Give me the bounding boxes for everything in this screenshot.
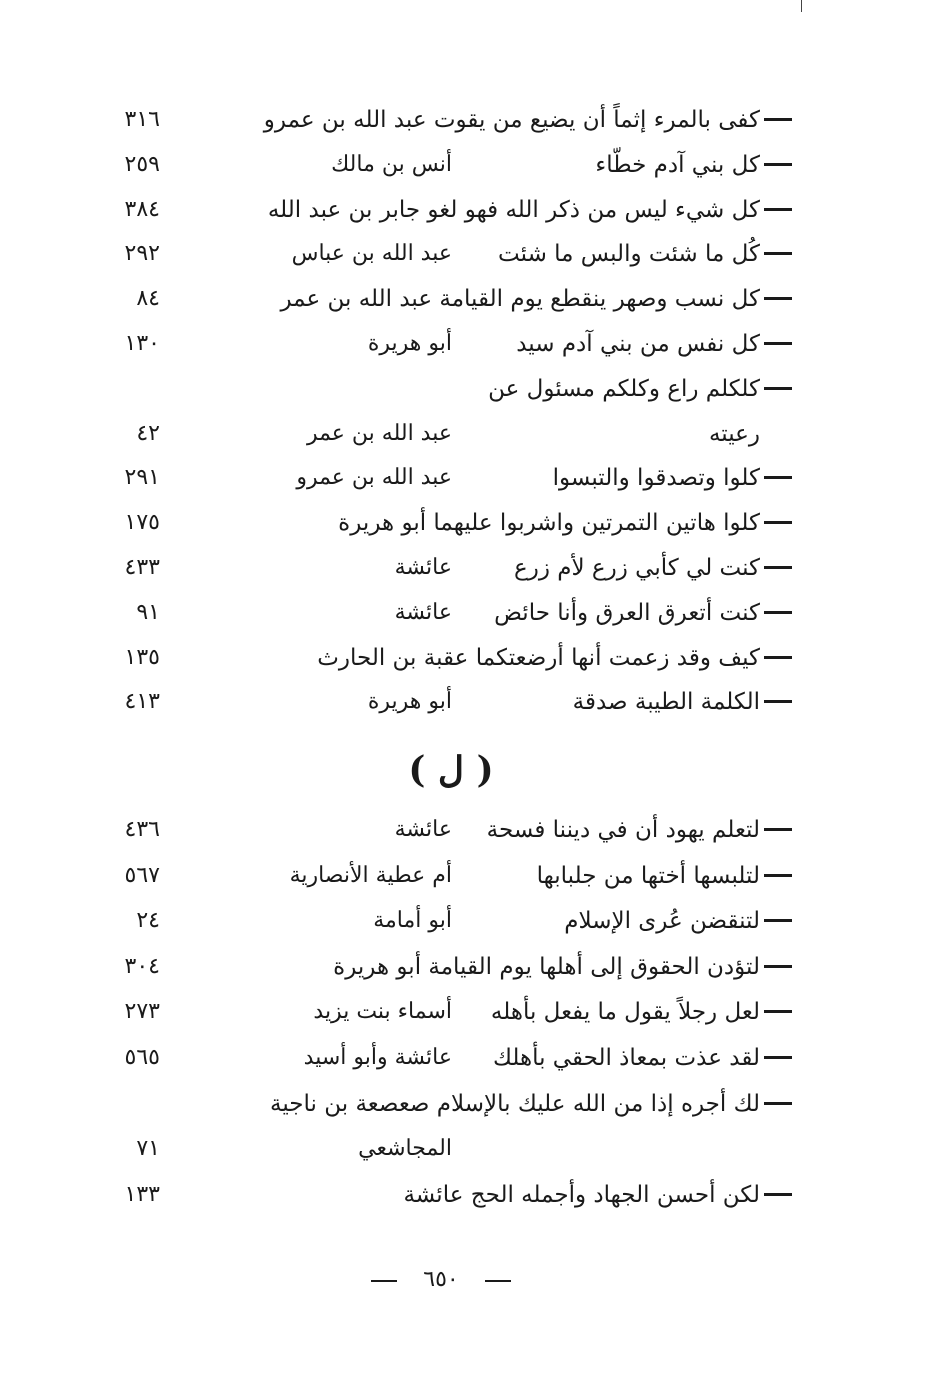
entry-text: لك أجره إذا من الله عليك بالإسلام صعصعة بن ناجية — [270, 1090, 760, 1117]
entry-text: كنت أتعرق العرق وأنا حائض — [494, 599, 760, 626]
entry-page-number: ٣٠٤ — [124, 953, 160, 979]
entry-page-number: ٥٦٧ — [124, 862, 160, 888]
entry-dash — [764, 476, 792, 479]
entry-text: كُل ما شئت والبس ما شئت — [498, 241, 760, 268]
entry-dash — [764, 828, 792, 831]
entry-page-number: ٤١٣ — [124, 689, 160, 715]
index-entry — [0, 854, 942, 898]
entry-dash — [764, 1193, 792, 1196]
index-entry — [0, 98, 942, 142]
entry-page-number: ٢٩١ — [124, 465, 160, 491]
entry-narrator: عائشة — [394, 599, 452, 625]
entry-text: رعيته — [708, 420, 760, 447]
index-entry — [0, 232, 942, 276]
entry-narrator: عائشة — [394, 555, 452, 580]
entry-narrator: المجاشعي — [358, 1136, 452, 1162]
entry-text: كلكلم راع وكلكم مسئول عن — [488, 375, 760, 402]
scan-mark — [801, 0, 802, 12]
entry-text: لقد عذت بمعاذ الحقي بأهلك — [492, 1045, 760, 1071]
entry-page-number: ١٣٣ — [124, 1181, 160, 1207]
entry-page-number: ٣١٦ — [124, 107, 160, 132]
entry-narrator: أبو هريرة — [367, 689, 452, 715]
section-heading-lam: ( ل ) — [408, 749, 494, 791]
entry-dash — [764, 611, 792, 614]
entry-dash — [764, 656, 792, 659]
index-entry — [0, 546, 942, 590]
footer-dash-right — [485, 1280, 511, 1282]
entry-page-number: ١٣٠ — [124, 331, 160, 356]
entry-dash — [764, 342, 792, 345]
entry-page-number: ٢٩٢ — [124, 241, 160, 267]
entry-dash — [764, 387, 792, 390]
entry-text: كلوا هاتين التمرتين واشربوا عليهما أبو هريرة — [338, 510, 760, 537]
entry-text: كيف وقد زعمت أنها أرضعتكما عقبة بن الحارث — [317, 644, 760, 671]
index-entry — [0, 277, 942, 321]
entry-page-number: ٢٥٩ — [124, 151, 160, 177]
entry-narrator: عائشة — [394, 817, 452, 842]
entry-narrator: عبد الله بن عمر — [306, 420, 452, 446]
entry-narrator: عائشة وأبو أسيد — [303, 1045, 452, 1070]
entry-text: كلوا وتصدقوا والتبسوا — [552, 465, 760, 492]
index-entry — [0, 367, 942, 411]
entry-page-number: ١٣٥ — [124, 644, 160, 670]
entry-text: لتنقضن عُرى الإسلام — [564, 908, 760, 935]
entry-dash — [764, 700, 792, 703]
entry-dash — [764, 208, 792, 211]
entry-page-number: ٢٤ — [136, 908, 160, 934]
index-entry — [0, 456, 942, 500]
entry-text: كل نسب وصهر ينقطع يوم القيامة عبد الله بن عمر — [280, 286, 760, 313]
index-entry — [0, 322, 942, 366]
entry-page-number: ٢٧٣ — [124, 999, 160, 1025]
index-entry — [0, 1127, 942, 1171]
index-entry — [0, 1173, 942, 1217]
entry-dash — [764, 118, 792, 121]
entry-narrator: عبد الله بن عباس — [291, 241, 452, 267]
entry-text: كفى بالمرء إثماً أن يضيع من يقوت عبد الله بن عمرو — [263, 107, 760, 133]
index-entry — [0, 945, 942, 989]
index-entry — [0, 1036, 942, 1080]
entry-text: كنت لي كأبي زرع لأم زرع — [514, 555, 760, 581]
index-entry — [0, 1082, 942, 1126]
entry-text: لتعلم يهود أن في ديننا فسحة — [486, 817, 760, 843]
entry-dash — [764, 874, 792, 877]
page-footer — [371, 1262, 511, 1298]
index-entry — [0, 990, 942, 1034]
entry-text: لتلبسها أختها من جلبابها — [536, 862, 760, 889]
footer-dash-left — [371, 1280, 397, 1282]
index-entry — [0, 808, 942, 852]
entry-narrator: أسماء بنت يزيد — [313, 999, 452, 1025]
entry-text: لكن أحسن الجهاد وأجمله الحج عائشة — [403, 1181, 760, 1208]
entry-dash — [764, 1102, 792, 1105]
index-entry — [0, 591, 942, 635]
entry-page-number: ٤٣٦ — [124, 817, 160, 842]
entry-page-number: ٤٣٣ — [124, 555, 160, 580]
entry-dash — [764, 297, 792, 300]
entry-text: لتؤدن الحقوق إلى أهلها يوم القيامة أبو هريرة — [333, 953, 760, 980]
entry-page-number: ٣٨٤ — [124, 196, 160, 222]
entry-dash — [764, 163, 792, 166]
entry-narrator: أبو هريرة — [367, 331, 452, 356]
index-entry — [0, 188, 942, 232]
entry-narrator: أبو أمامة — [373, 908, 452, 934]
entry-page-number: ١٧٥ — [124, 510, 160, 536]
entry-dash — [764, 252, 792, 255]
entry-dash — [764, 1010, 792, 1013]
index-entry — [0, 412, 942, 456]
footer-page-number: ٦٥٠ — [423, 1267, 459, 1292]
index-entry — [0, 143, 942, 187]
index-entry — [0, 501, 942, 545]
index-entry — [0, 680, 942, 724]
entry-dash — [764, 919, 792, 922]
entry-dash — [764, 566, 792, 569]
entry-dash — [764, 521, 792, 524]
entry-page-number: ٨٤ — [136, 286, 160, 312]
entry-narrator: أم عطية الأنصارية — [289, 862, 452, 888]
entry-text: كل شيء ليس من ذكر الله فهو لغو جابر بن عبد الله — [267, 196, 760, 223]
entry-narrator: أنس بن مالك — [331, 151, 452, 177]
index-entry — [0, 899, 942, 943]
entry-text: لعل رجلاً يقول ما يفعل بأهله — [490, 999, 760, 1026]
entry-text: الكلمة الطيبة صدقة — [572, 689, 760, 716]
entry-page-number: ٥٦٥ — [124, 1045, 160, 1070]
entry-text: كل نفس من بني آدم سيد — [516, 331, 760, 357]
entry-text: كل بني آدم خطّاء — [595, 151, 760, 178]
entry-page-number: ٧١ — [136, 1136, 160, 1162]
index-entry — [0, 636, 942, 680]
entry-dash — [764, 965, 792, 968]
entry-page-number: ٩١ — [136, 599, 160, 625]
entry-dash — [764, 1056, 792, 1059]
entry-page-number: ٤٢ — [136, 420, 160, 446]
entry-narrator: عبد الله بن عمرو — [296, 465, 452, 491]
